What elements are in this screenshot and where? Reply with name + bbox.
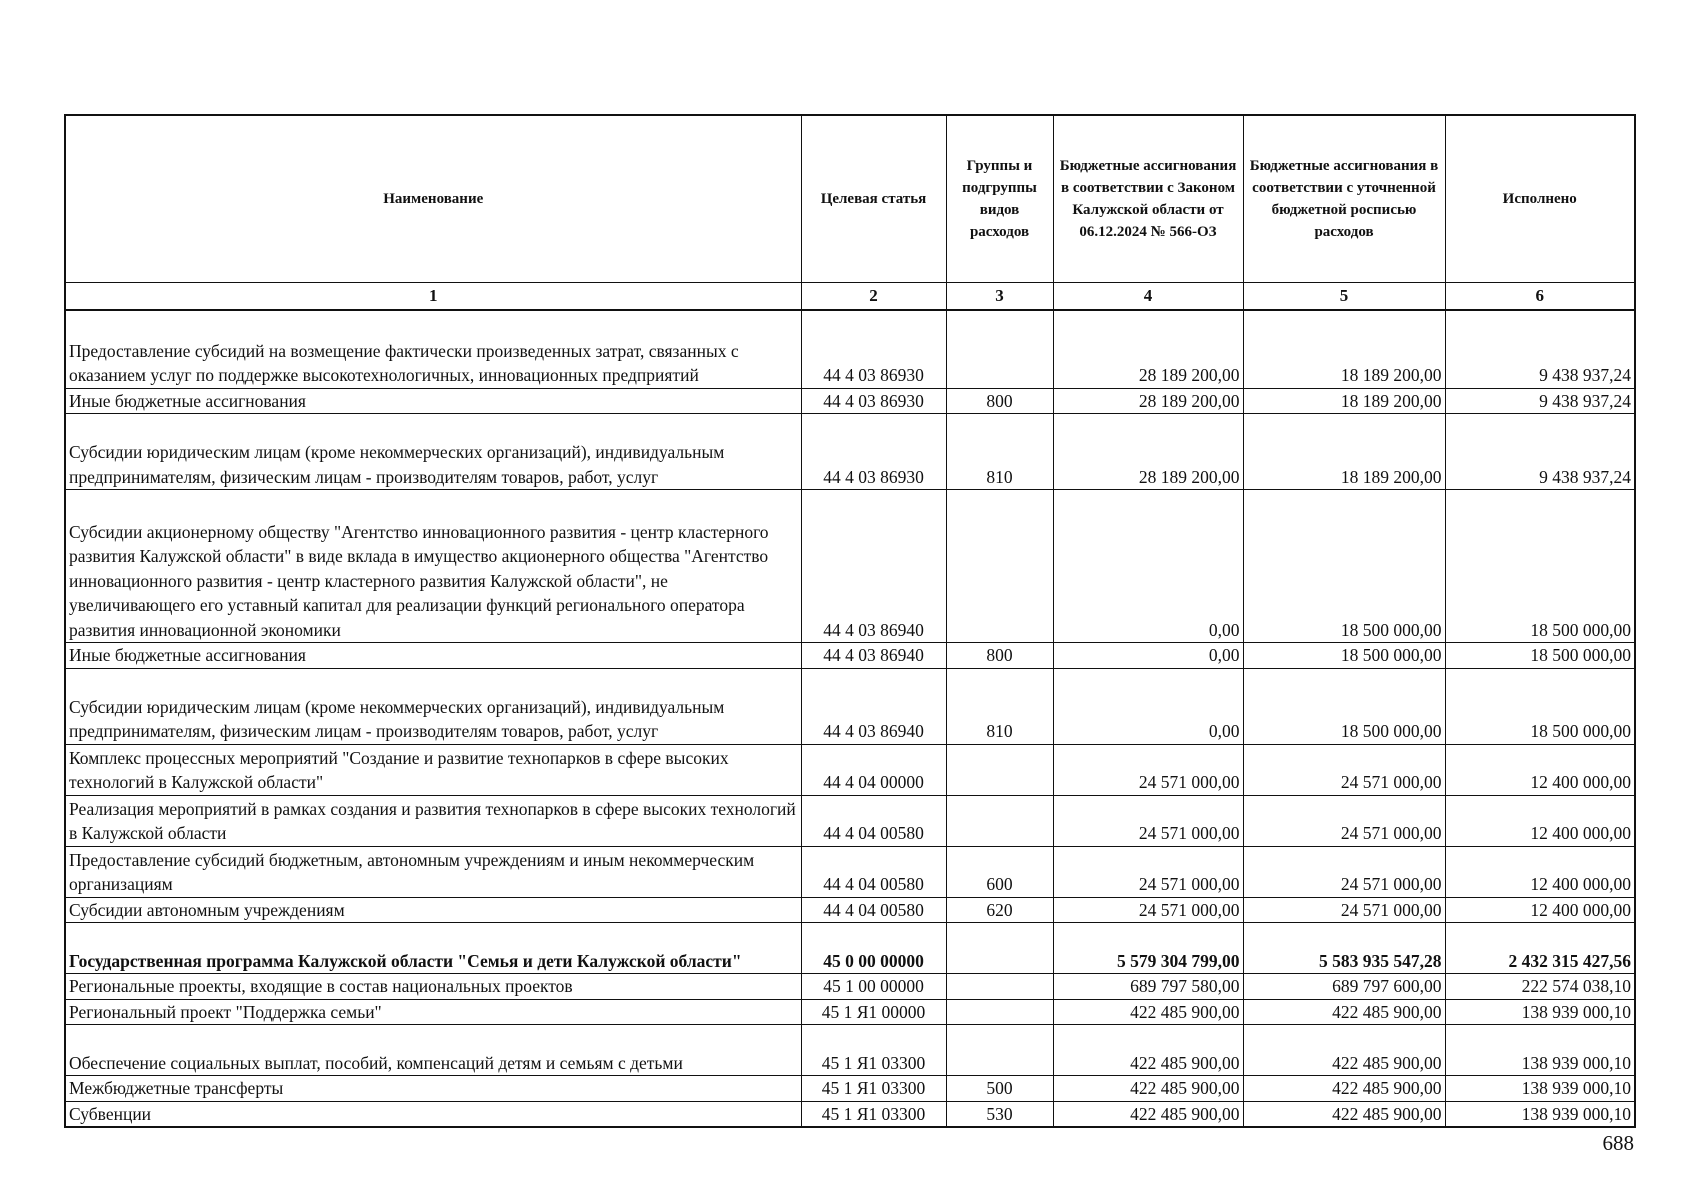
header-executed: Исполнено	[1445, 115, 1635, 283]
cell-name: Региональный проект "Поддержка семьи"	[65, 999, 801, 1025]
cell-executed: 18 500 000,00	[1445, 643, 1635, 669]
cell-budget-list-allocation: 24 571 000,00	[1243, 744, 1445, 795]
cell-budget-list-allocation: 24 571 000,00	[1243, 897, 1445, 923]
cell-law-allocation: 0,00	[1053, 643, 1243, 669]
cell-name: Межбюджетные трансферты	[65, 1076, 801, 1102]
cell-law-allocation: 28 189 200,00	[1053, 414, 1243, 490]
table-row	[65, 668, 1635, 744]
header-law-allocations: Бюджетные ассигнования в соответствии с Законом Калужской области от 06.12.2024 № 566-ОЗ	[1053, 115, 1243, 283]
cell-executed: 9 438 937,24	[1445, 388, 1635, 414]
table-row	[65, 744, 1635, 795]
cell-expense-group: 800	[946, 388, 1053, 414]
header-expense-groups: Группы и подгруппы видов расходов	[946, 115, 1053, 283]
table-row	[65, 388, 1635, 414]
cell-budget-list-allocation: 18 500 000,00	[1243, 643, 1445, 669]
cell-expense-group	[946, 1025, 1053, 1076]
cell-expense-group	[946, 310, 1053, 388]
cell-executed: 9 438 937,24	[1445, 310, 1635, 388]
cell-name: Предоставление субсидий бюджетным, автономным учреждениям и иным некоммерческим организациям	[65, 846, 801, 897]
cell-target-article: 44 4 04 00580	[801, 795, 946, 846]
cell-expense-group	[946, 923, 1053, 974]
cell-law-allocation: 0,00	[1053, 490, 1243, 643]
cell-law-allocation: 422 485 900,00	[1053, 999, 1243, 1025]
cell-expense-group	[946, 744, 1053, 795]
cell-law-allocation: 24 571 000,00	[1053, 744, 1243, 795]
cell-name: Государственная программа Калужской области "Семья и дети Калужской области"	[65, 923, 801, 974]
table-row	[65, 846, 1635, 897]
cell-name: Обеспечение социальных выплат, пособий, компенсаций детям и семьям с детьми	[65, 1025, 801, 1076]
cell-law-allocation: 5 579 304 799,00	[1053, 923, 1243, 974]
cell-target-article: 44 4 03 86930	[801, 310, 946, 388]
cell-budget-list-allocation: 422 485 900,00	[1243, 1025, 1445, 1076]
cell-law-allocation: 24 571 000,00	[1053, 795, 1243, 846]
cell-target-article: 45 1 Я1 03300	[801, 1101, 946, 1127]
cell-target-article: 44 4 04 00580	[801, 897, 946, 923]
cell-executed: 12 400 000,00	[1445, 744, 1635, 795]
cell-executed: 12 400 000,00	[1445, 795, 1635, 846]
cell-expense-group: 810	[946, 414, 1053, 490]
table-row	[65, 414, 1635, 490]
cell-name: Комплекс процессных мероприятий "Создание и развитие технопарков в сфере высоких технологий в Калужской области"	[65, 744, 801, 795]
cell-target-article: 45 1 Я1 00000	[801, 999, 946, 1025]
cell-executed: 9 438 937,24	[1445, 414, 1635, 490]
cell-expense-group	[946, 974, 1053, 1000]
table-row	[65, 923, 1635, 974]
header-target-article: Целевая статья	[801, 115, 946, 283]
budget-table	[64, 114, 1636, 1128]
cell-budget-list-allocation: 18 500 000,00	[1243, 668, 1445, 744]
cell-name: Субвенции	[65, 1101, 801, 1127]
cell-expense-group	[946, 490, 1053, 643]
cell-law-allocation: 28 189 200,00	[1053, 388, 1243, 414]
cell-name: Региональные проекты, входящие в состав национальных проектов	[65, 974, 801, 1000]
table-row	[65, 974, 1635, 1000]
cell-target-article: 44 4 04 00000	[801, 744, 946, 795]
column-number: 6	[1445, 283, 1635, 311]
table-row	[65, 999, 1635, 1025]
table-row	[65, 897, 1635, 923]
cell-law-allocation: 24 571 000,00	[1053, 897, 1243, 923]
cell-target-article: 45 1 Я1 03300	[801, 1076, 946, 1102]
cell-target-article: 44 4 03 86940	[801, 490, 946, 643]
column-number-row	[65, 283, 1635, 311]
column-number: 4	[1053, 283, 1243, 311]
cell-executed: 138 939 000,10	[1445, 1076, 1635, 1102]
column-number: 5	[1243, 283, 1445, 311]
cell-executed: 138 939 000,10	[1445, 999, 1635, 1025]
cell-name: Субсидии юридическим лицам (кроме некоммерческих организаций), индивидуальным предпринимателям, физическим лицам - производителям товаров, работ, услуг	[65, 414, 801, 490]
cell-law-allocation: 28 189 200,00	[1053, 310, 1243, 388]
column-number: 2	[801, 283, 946, 311]
cell-law-allocation: 422 485 900,00	[1053, 1076, 1243, 1102]
cell-budget-list-allocation: 18 189 200,00	[1243, 414, 1445, 490]
table-row	[65, 490, 1635, 643]
table-row	[65, 1101, 1635, 1127]
cell-budget-list-allocation: 422 485 900,00	[1243, 999, 1445, 1025]
cell-target-article: 44 4 04 00580	[801, 846, 946, 897]
cell-law-allocation: 24 571 000,00	[1053, 846, 1243, 897]
table-row	[65, 1076, 1635, 1102]
cell-executed: 12 400 000,00	[1445, 897, 1635, 923]
table-row	[65, 643, 1635, 669]
cell-expense-group: 620	[946, 897, 1053, 923]
cell-law-allocation: 689 797 580,00	[1053, 974, 1243, 1000]
cell-expense-group: 530	[946, 1101, 1053, 1127]
table-row	[65, 795, 1635, 846]
cell-executed: 138 939 000,10	[1445, 1025, 1635, 1076]
cell-expense-group: 810	[946, 668, 1053, 744]
cell-expense-group	[946, 999, 1053, 1025]
table-row	[65, 1025, 1635, 1076]
cell-expense-group: 500	[946, 1076, 1053, 1102]
cell-expense-group: 800	[946, 643, 1053, 669]
cell-executed: 138 939 000,10	[1445, 1101, 1635, 1127]
cell-expense-group: 600	[946, 846, 1053, 897]
cell-target-article: 45 1 00 00000	[801, 974, 946, 1000]
cell-name: Реализация мероприятий в рамках создания и развития технопарков в сфере высоких технологий в Калужской области	[65, 795, 801, 846]
column-number: 3	[946, 283, 1053, 311]
cell-budget-list-allocation: 18 500 000,00	[1243, 490, 1445, 643]
table-row	[65, 310, 1635, 388]
cell-law-allocation: 422 485 900,00	[1053, 1025, 1243, 1076]
cell-law-allocation: 0,00	[1053, 668, 1243, 744]
cell-budget-list-allocation: 5 583 935 547,28	[1243, 923, 1445, 974]
cell-target-article: 44 4 03 86940	[801, 643, 946, 669]
cell-target-article: 44 4 03 86930	[801, 414, 946, 490]
cell-name: Предоставление субсидий на возмещение фактически произведенных затрат, связанных с оказанием услуг по поддержке высокотехнологичных, инновационных предприятий	[65, 310, 801, 388]
cell-expense-group	[946, 795, 1053, 846]
cell-executed: 12 400 000,00	[1445, 846, 1635, 897]
cell-budget-list-allocation: 422 485 900,00	[1243, 1101, 1445, 1127]
cell-budget-list-allocation: 24 571 000,00	[1243, 846, 1445, 897]
cell-budget-list-allocation: 689 797 600,00	[1243, 974, 1445, 1000]
cell-executed: 222 574 038,10	[1445, 974, 1635, 1000]
cell-budget-list-allocation: 18 189 200,00	[1243, 310, 1445, 388]
header-budget-list-allocations: Бюджетные ассигнования в соответствии с уточненной бюджетной росписью расходов	[1243, 115, 1445, 283]
cell-name: Субсидии юридическим лицам (кроме некоммерческих организаций), индивидуальным предпринимателям, физическим лицам - производителям товаров, работ, услуг	[65, 668, 801, 744]
cell-executed: 18 500 000,00	[1445, 668, 1635, 744]
cell-name: Субсидии акционерному обществу "Агентство инновационного развития - центр кластерного развития Калужской области" в виде вклада в имущество акционерного общества "Агентство инновационного развития - центр кластерного развития Калужской области", не увеличивающего его уставный капитал для реализации функций регионального оператора развития инновационной экономики	[65, 490, 801, 643]
header-name: Наименование	[65, 115, 801, 283]
cell-target-article: 44 4 03 86940	[801, 668, 946, 744]
cell-name: Субсидии автономным учреждениям	[65, 897, 801, 923]
cell-executed: 18 500 000,00	[1445, 490, 1635, 643]
cell-target-article: 44 4 03 86930	[801, 388, 946, 414]
column-number: 1	[65, 283, 801, 311]
cell-budget-list-allocation: 18 189 200,00	[1243, 388, 1445, 414]
page-number: 688	[1602, 1131, 1634, 1155]
header-row	[65, 115, 1635, 283]
table-body	[65, 310, 1635, 1127]
cell-budget-list-allocation: 24 571 000,00	[1243, 795, 1445, 846]
cell-target-article: 45 1 Я1 03300	[801, 1025, 946, 1076]
cell-law-allocation: 422 485 900,00	[1053, 1101, 1243, 1127]
cell-target-article: 45 0 00 00000	[801, 923, 946, 974]
cell-name: Иные бюджетные ассигнования	[65, 643, 801, 669]
cell-budget-list-allocation: 422 485 900,00	[1243, 1076, 1445, 1102]
cell-executed: 2 432 315 427,56	[1445, 923, 1635, 974]
cell-name: Иные бюджетные ассигнования	[65, 388, 801, 414]
